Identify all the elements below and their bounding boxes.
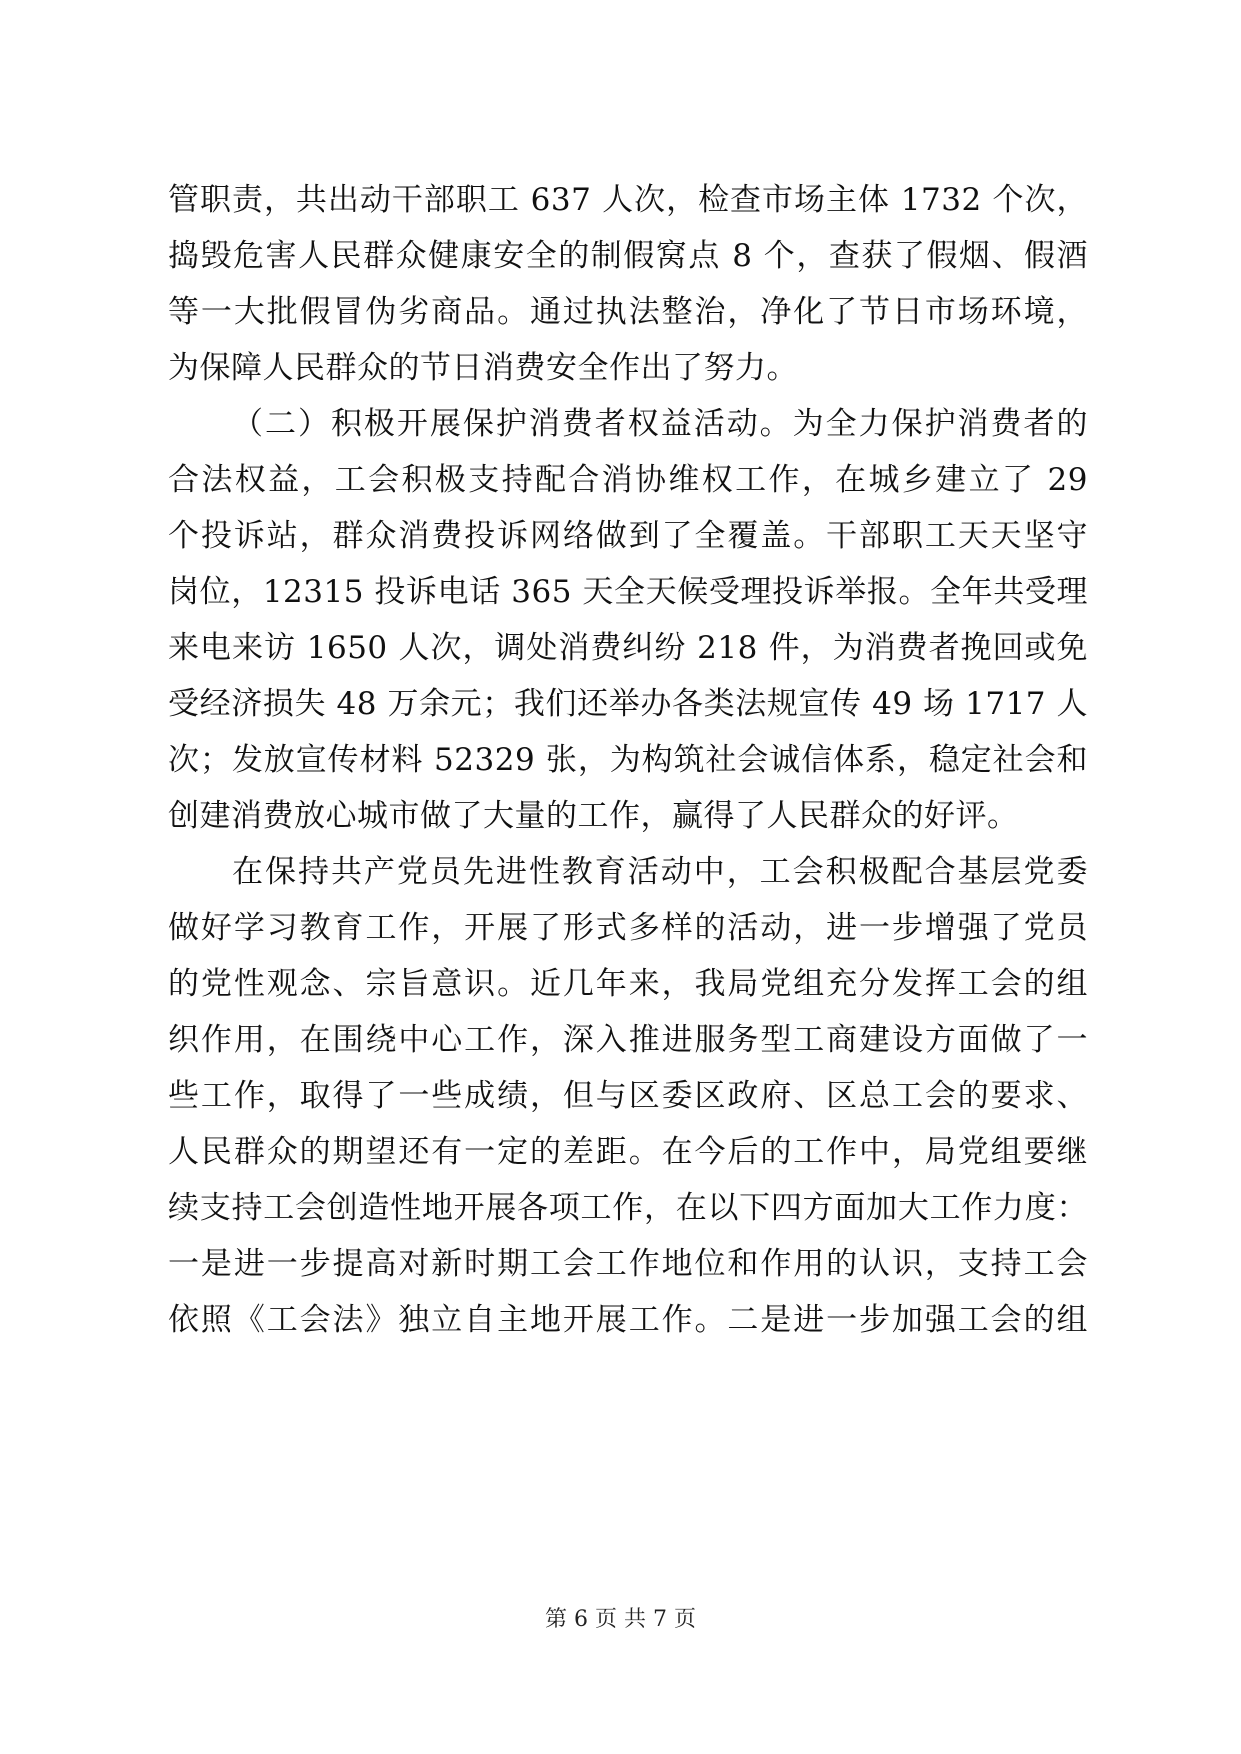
text-line: 个投诉站，群众消费投诉网络做到了全覆盖。干部职工天天坚守 (168, 518, 1088, 554)
text-line: 来电来访 1650 人次，调处消费纠纷 218 件，为消费者挽回或免 (168, 630, 1088, 666)
text-line: 人民群众的期望还有一定的差距。在今后的工作中，局党组要继 (168, 1134, 1088, 1170)
text-line: 在保持共产党员先进性教育活动中，工会积极配合基层党委 (232, 854, 1088, 890)
text-line: 次；发放宣传材料 52329 张，为构筑社会诚信体系，稳定社会和 (168, 742, 1088, 778)
text-line: 为保障人民群众的节日消费安全作出了努力。 (168, 350, 798, 386)
text-line: 捣毁危害人民群众健康安全的制假窝点 8 个，查获了假烟、假酒 (168, 238, 1088, 274)
text-line: 些工作，取得了一些成绩，但与区委区政府、区总工会的要求、 (168, 1078, 1088, 1114)
text-line: 续支持工会创造性地开展各项工作，在以下四方面加大工作力度： (168, 1190, 1088, 1226)
text-line: 管职责，共出动干部职工 637 人次，检查市场主体 1732 个次， (168, 182, 1088, 218)
text-line: 一是进一步提高对新时期工会工作地位和作用的认识，支持工会 (168, 1246, 1088, 1282)
text-line: 织作用，在围绕中心工作，深入推进服务型工商建设方面做了一 (168, 1022, 1088, 1058)
body-text (168, 172, 1088, 1348)
paragraph-1 (168, 172, 1088, 396)
text-line: （二）积极开展保护消费者权益活动。为全力保护消费者的 (232, 406, 1088, 442)
text-line: 创建消费放心城市做了大量的工作，赢得了人民群众的好评。 (168, 798, 1019, 834)
page-number-footer: 第 6 页 共 7 页 (545, 1607, 696, 1632)
text-line: 受经济损失 48 万余元；我们还举办各类法规宣传 49 场 1717 人 (168, 686, 1088, 722)
paragraph-2 (168, 396, 1088, 844)
text-line: 的党性观念、宗旨意识。近几年来，我局党组充分发挥工会的组 (168, 966, 1088, 1002)
text-line: 合法权益，工会积极支持配合消协维权工作，在城乡建立了 29 (168, 462, 1088, 498)
text-line: 依照《工会法》独立自主地开展工作。二是进一步加强工会的组 (168, 1302, 1088, 1338)
text-line: 等一大批假冒伪劣商品。通过执法整治，净化了节日市场环境， (168, 294, 1088, 330)
text-line: 做好学习教育工作，开展了形式多样的活动，进一步增强了党员 (168, 910, 1088, 946)
paragraph-3 (168, 844, 1088, 1348)
text-line: 岗位，12315 投诉电话 365 天全天候受理投诉举报。全年共受理 (168, 574, 1088, 610)
